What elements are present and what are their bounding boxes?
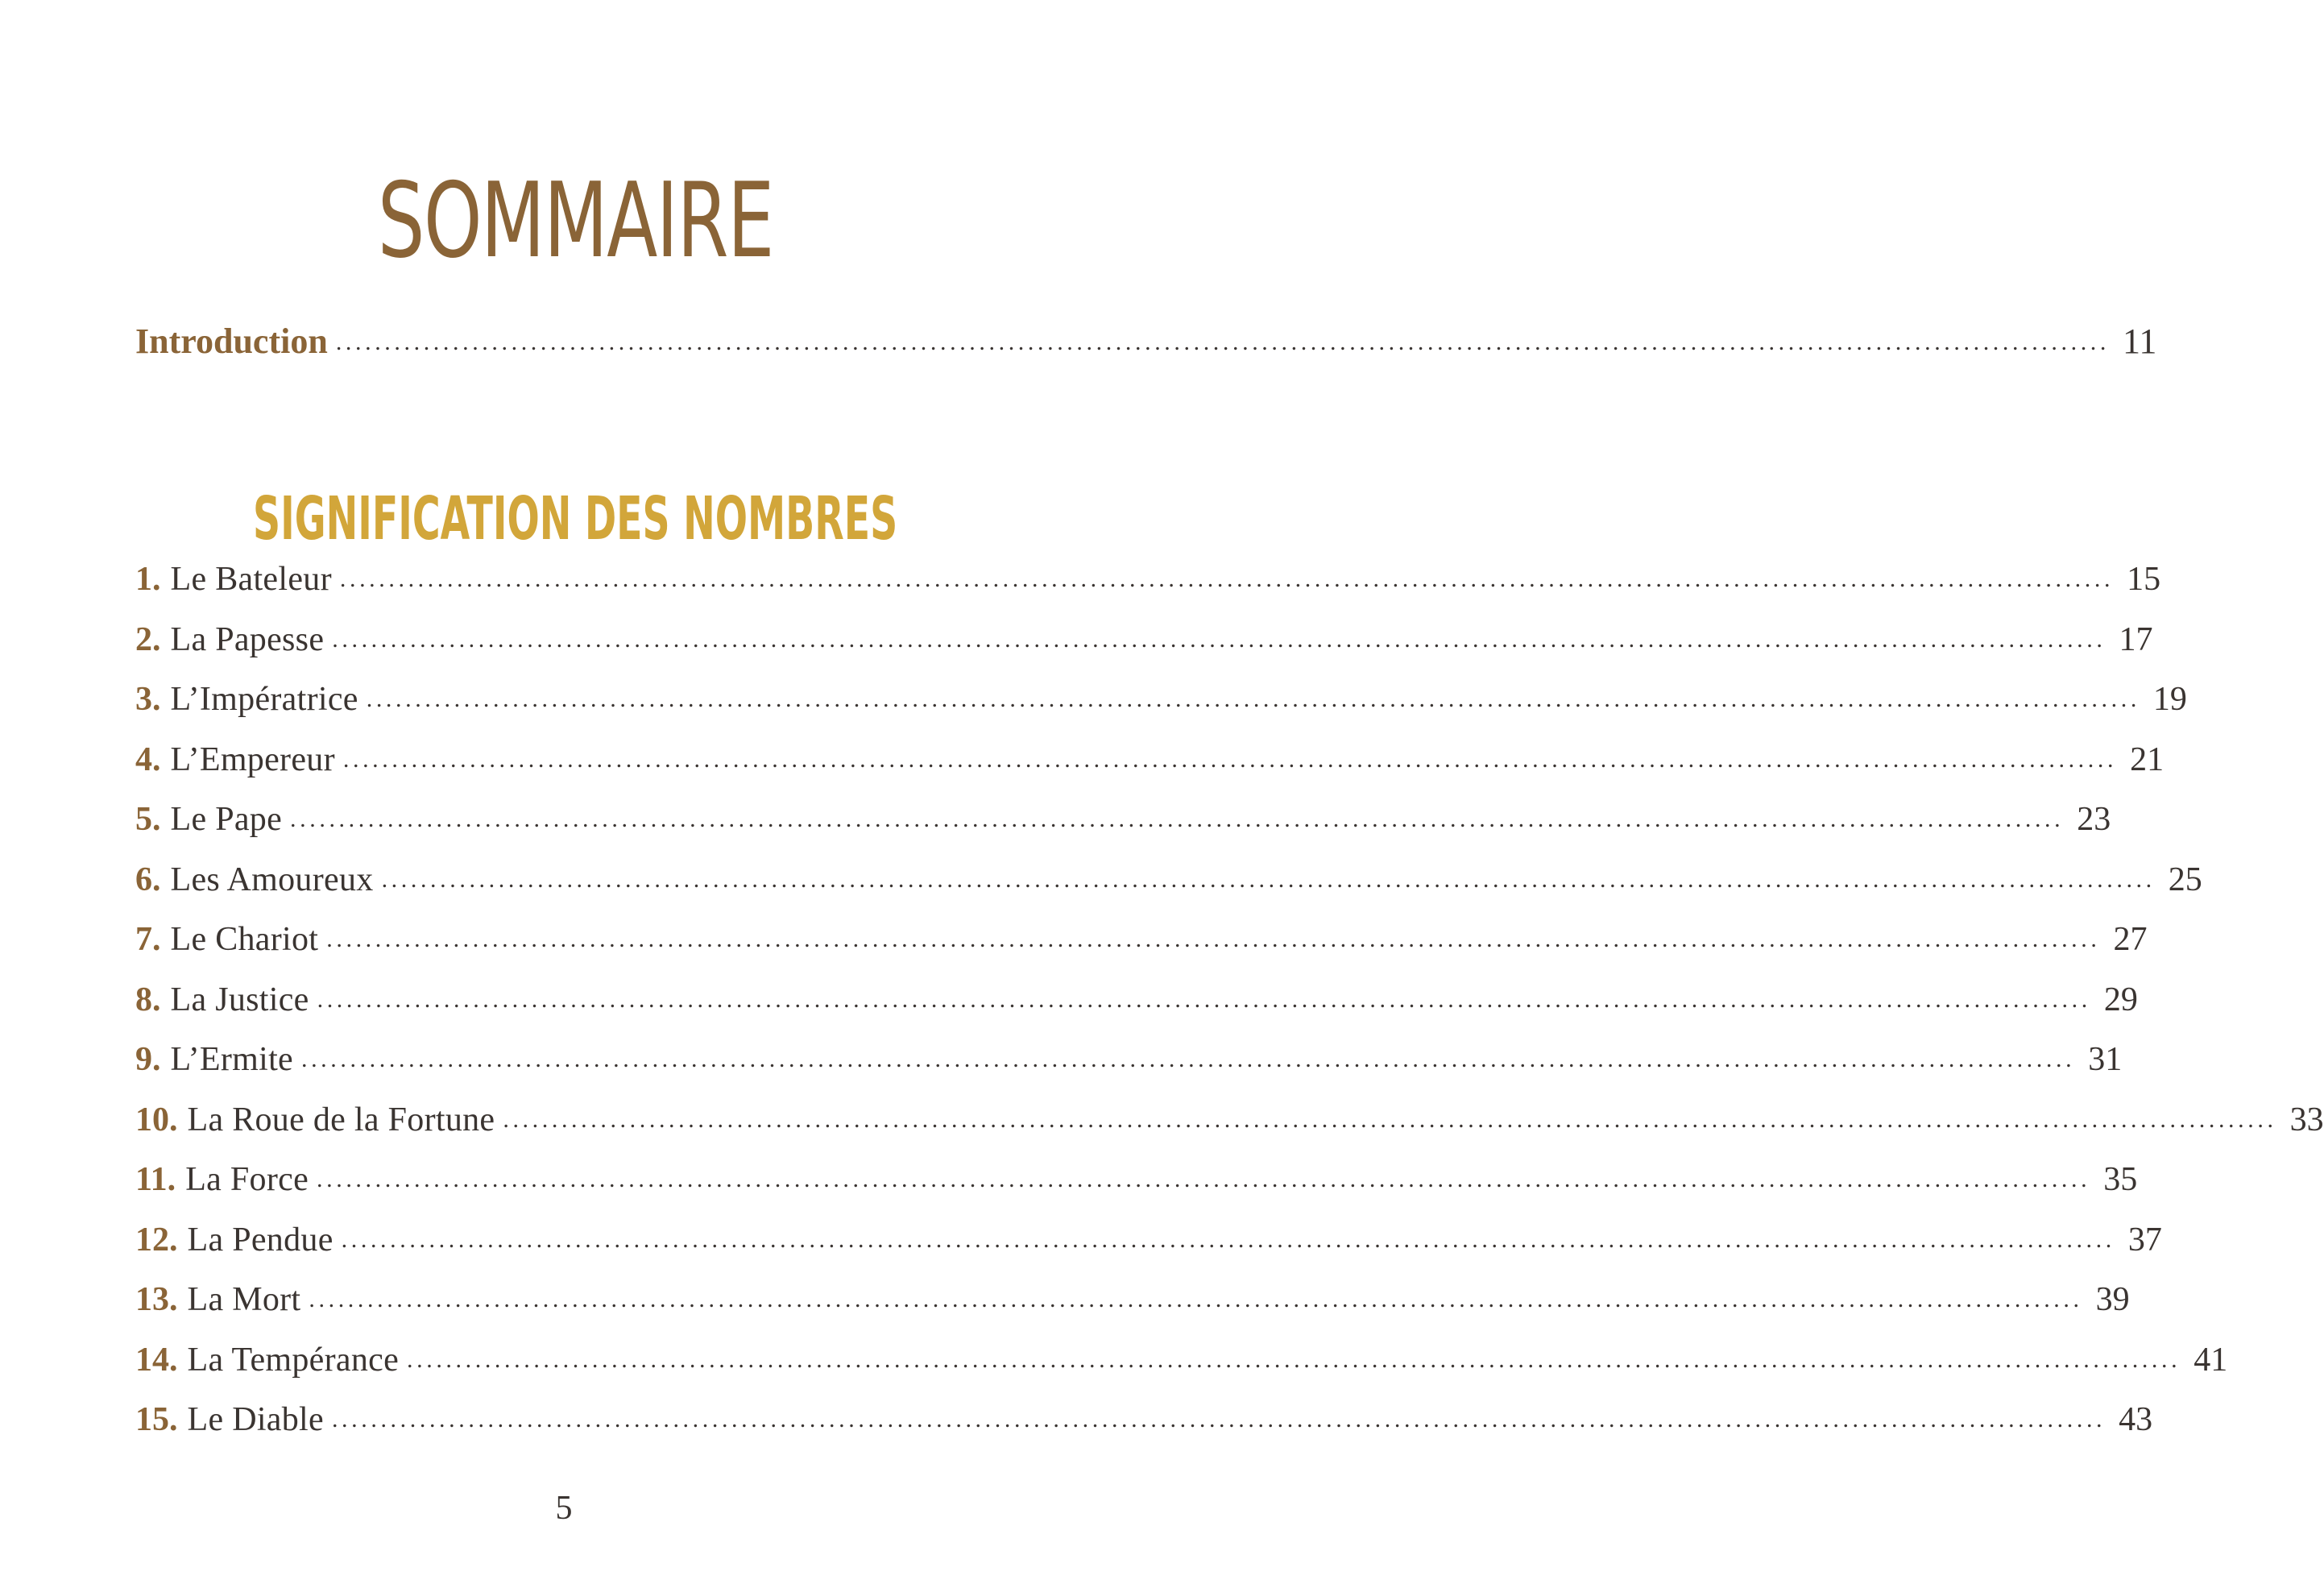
entry-number: 1. <box>135 561 161 598</box>
entry-title: La Roue de la Fortune <box>187 1101 495 1138</box>
dot-leader: ...................................................................................................................................................................................... <box>335 329 2111 355</box>
entry-page-number: 21 <box>2130 740 2165 778</box>
dot-leader: ...................................................................................................................................................................................... <box>503 1105 2277 1133</box>
table-of-contents <box>135 560 2324 1461</box>
toc-entry[interactable] <box>135 860 2202 921</box>
entry-page-number: 17 <box>2119 620 2153 658</box>
entry-title: La Tempérance <box>187 1341 400 1379</box>
dot-leader: ...................................................................................................................................................................................... <box>339 566 2115 592</box>
entry-number: 14. <box>135 1341 178 1379</box>
dot-leader: ...................................................................................................................................................................................... <box>326 926 2101 952</box>
entry-number: 4. <box>135 740 161 778</box>
entry-page-number: 25 <box>2168 860 2202 898</box>
entry-page-number: 35 <box>2103 1161 2138 1198</box>
entry-page-number: 31 <box>2088 1041 2123 1078</box>
dot-leader: ...................................................................................................................................................................................... <box>332 625 2107 653</box>
entry-title: La Justice <box>170 981 309 1018</box>
page-title: SOMMAIRE <box>377 160 773 281</box>
page-folio: 5 <box>555 1490 573 1527</box>
entry-page-number: 39 <box>2095 1281 2130 1318</box>
entry-title: Les Amoureux <box>170 860 374 898</box>
entry-number: 13. <box>135 1281 178 1318</box>
entry-title: Le Diable <box>187 1401 324 1438</box>
entry-page-number: 33 <box>2289 1101 2324 1138</box>
toc-entry[interactable] <box>135 800 2111 860</box>
entry-page-number: 27 <box>2113 921 2148 958</box>
entry-number: 8. <box>135 981 161 1018</box>
entry-number: 15. <box>135 1401 178 1438</box>
entry-number: 10. <box>135 1101 178 1138</box>
entry-number: 9. <box>135 1041 161 1078</box>
entry-title: Le Pape <box>170 801 283 838</box>
toc-entry[interactable] <box>135 680 2187 740</box>
dot-leader: ...................................................................................................................................................................................... <box>317 985 2091 1013</box>
dot-leader: ...................................................................................................................................................................................... <box>290 806 2065 832</box>
dot-leader: ...................................................................................................................................................................................... <box>317 1166 2091 1192</box>
toc-entry[interactable] <box>135 1341 2228 1401</box>
entry-title: Le Chariot <box>170 921 319 958</box>
entry-number: 5. <box>135 801 161 838</box>
toc-entry[interactable] <box>135 1101 2324 1161</box>
entry-number: 2. <box>135 620 161 658</box>
toc-entry[interactable] <box>135 560 2161 620</box>
toc-entry[interactable] <box>135 620 2153 681</box>
dot-leader: ...................................................................................................................................................................................... <box>331 1406 2107 1433</box>
entry-title: Le Bateleur <box>170 561 332 598</box>
dot-leader: ...................................................................................................................................................................................... <box>342 745 2118 773</box>
entry-page-number: 29 <box>2103 981 2138 1018</box>
toc-entry[interactable] <box>135 1040 2123 1101</box>
dot-leader: ...................................................................................................................................................................................... <box>407 1346 2181 1373</box>
entry-title: La Papesse <box>170 620 325 658</box>
entry-number: 3. <box>135 681 161 718</box>
dot-leader: ...................................................................................................................................................................................... <box>366 686 2140 712</box>
entry-title: La Mort <box>187 1281 301 1318</box>
entry-title: L’Impératrice <box>170 681 358 718</box>
toc-introduction-row[interactable] <box>135 321 2157 363</box>
toc-entry[interactable] <box>135 1221 2162 1281</box>
entry-number: 7. <box>135 921 161 958</box>
entry-page-number: 15 <box>2127 561 2161 598</box>
entry-number: 6. <box>135 860 161 898</box>
entry-title: La Pendue <box>187 1221 333 1259</box>
entry-page-number: 37 <box>2127 1221 2162 1259</box>
dot-leader: ...................................................................................................................................................................................... <box>341 1225 2115 1253</box>
dot-leader: ...................................................................................................................................................................................... <box>381 865 2156 893</box>
toc-entry[interactable] <box>135 920 2148 981</box>
toc-entry[interactable] <box>135 1400 2153 1461</box>
entry-page-number: 41 <box>2194 1341 2228 1379</box>
entry-title: L’Empereur <box>170 740 335 778</box>
entry-number: 11. <box>135 1161 176 1198</box>
introduction-page-number: 11 <box>2123 321 2157 361</box>
entry-title: L’Ermite <box>170 1041 293 1078</box>
toc-entry[interactable] <box>135 1160 2138 1221</box>
entry-page-number: 19 <box>2152 681 2187 718</box>
dot-leader: ...................................................................................................................................................................................... <box>309 1286 2083 1313</box>
toc-entry[interactable] <box>135 740 2165 801</box>
entry-page-number: 23 <box>2077 801 2111 838</box>
section-title: SIGNIFICATION DES NOMBRES <box>252 484 898 554</box>
entry-page-number: 43 <box>2119 1401 2153 1438</box>
entry-number: 12. <box>135 1221 178 1259</box>
dot-leader: ...................................................................................................................................................................................... <box>300 1046 2076 1072</box>
entry-title: La Force <box>185 1161 309 1198</box>
toc-entry[interactable] <box>135 1280 2130 1341</box>
introduction-label: Introduction <box>135 321 328 361</box>
toc-entry[interactable] <box>135 981 2138 1041</box>
